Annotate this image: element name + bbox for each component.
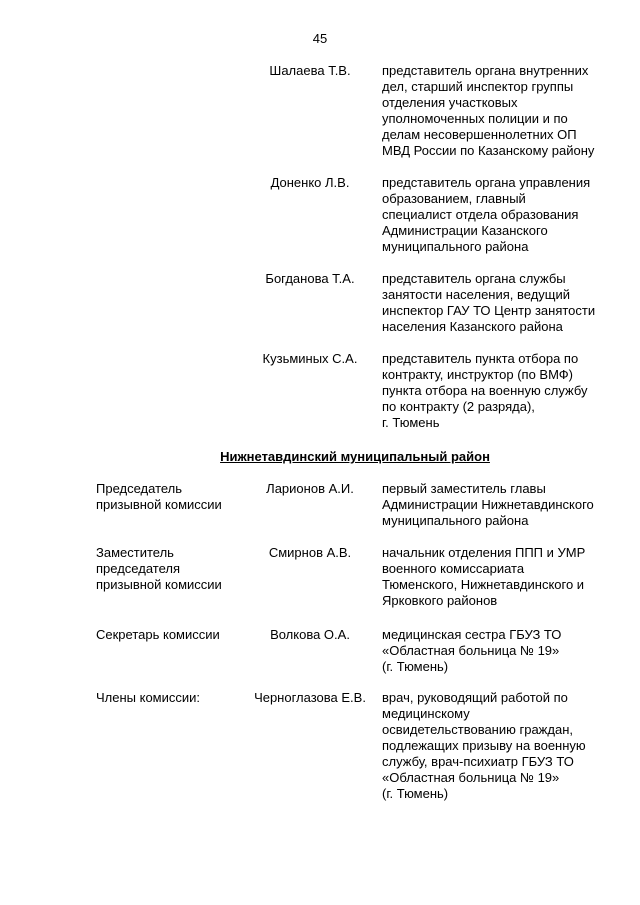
commission-member-name: Ларионов А.И.: [266, 481, 354, 496]
member-description: представитель пункта отбора по контракту, инструктор (по ВМФ) пункта отбора на военную службу по контракту (2 разряда), г. Тюмень: [382, 351, 588, 430]
commission-role: Секретарь комиссии: [96, 627, 220, 642]
member-description: представитель органа службы занятости населения, ведущий инспектор ГАУ ТО Центр занятости населения Казанского района: [382, 271, 596, 334]
commission-role: Члены комиссии:: [96, 690, 201, 705]
page-number: 45: [312, 31, 328, 46]
commission-member-description: первый заместитель главы Администрации Нижнетавдинского муниципального района: [382, 481, 594, 528]
member-name: Шалаева Т.В.: [269, 63, 351, 78]
member-description: представитель органа управления образованием, главный специалист отдела образования Администрации Казанского муниципального района: [382, 175, 591, 254]
commission-member-name: Черноглазова Е.В.: [254, 690, 366, 705]
member-description: представитель органа внутренних дел, старший инспектор группы отделения участковых уполномоченных полиции и по делам несовершеннолетних ОП МВД России по Казанскому району: [382, 63, 595, 158]
member-name: Доненко Л.В.: [270, 175, 350, 190]
commission-member-name: Волкова О.А.: [270, 627, 350, 642]
commission-role: Председатель призывной комиссии: [96, 481, 222, 512]
commission-role: Заместитель председателя призывной комиссии: [96, 545, 222, 592]
commission-member-description: врач, руководящий работой по медицинскому освидетельствованию граждан, подлежащих призыву на военную службу, врач-психиатр ГБУЗ ТО «Областная больница № 19» (г. Тюмень): [382, 690, 586, 801]
commission-member-description: начальник отделения ППП и УМР военного комиссариата Тюменского, Нижнетавдинского и Ярковкого районов: [382, 545, 586, 608]
member-name: Кузьминых С.А.: [262, 351, 358, 366]
commission-member-description: медицинская сестра ГБУЗ ТО «Областная больница № 19» (г. Тюмень): [382, 627, 562, 674]
commission-member-name: Смирнов А.В.: [268, 545, 352, 560]
section-title: Нижнетавдинский муниципальный район: [220, 449, 490, 464]
member-name: Богданова Т.А.: [265, 271, 355, 286]
